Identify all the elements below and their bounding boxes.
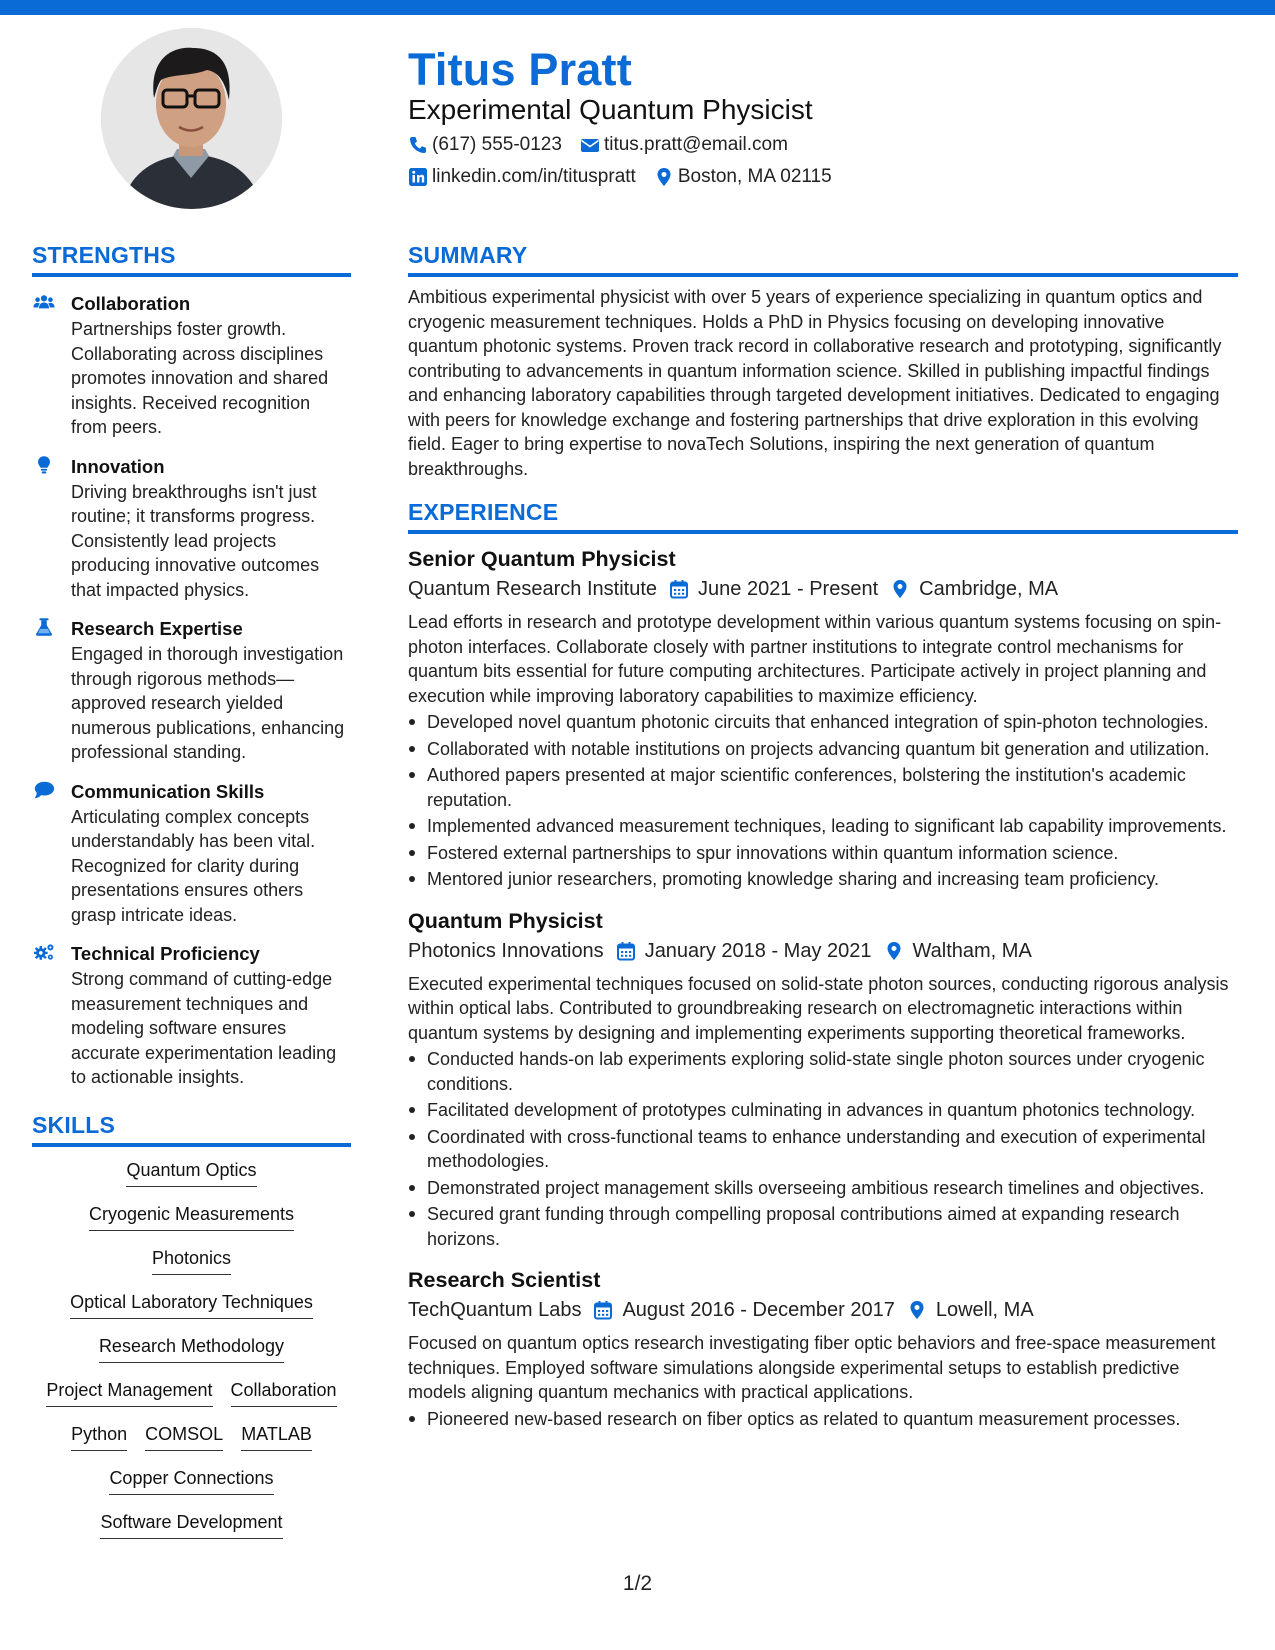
skill-tag: Software Development — [100, 1509, 282, 1539]
strength-item — [32, 454, 351, 603]
skill-tag: Photonics — [152, 1245, 231, 1275]
job-title: Senior Quantum Physicist — [408, 547, 676, 571]
calendar-icon — [593, 1300, 613, 1320]
top-accent-bar — [0, 0, 1275, 15]
bullet-item: Collaborated with notable institutions on projects advancing quantum bit generation and utilization. — [408, 737, 1238, 762]
job-entry — [408, 1265, 1238, 1431]
job-entry — [408, 906, 1238, 1252]
job-description: Focused on quantum optics research investigating fiber optic behaviors and free-space measurement techniques. Employed software simulations alongside experimental setups to establish predictive models aligning quantum mechanics with practical applications. — [408, 1333, 1216, 1402]
skill-tag: Research Methodology — [99, 1333, 284, 1363]
skill-tag: Quantum Optics — [126, 1157, 256, 1187]
job-meta — [408, 936, 1238, 966]
skill-tag: MATLAB — [241, 1421, 312, 1451]
job-description: Executed experimental techniques focused on solid-state photon sources, conducting rigorous analysis within optical labs. Contributed to groundbreaking research on electromagnetic interactions within quantum systems by designing and implementing experiments supporting theoretical frameworks. — [408, 973, 1229, 1043]
map-pin-icon — [884, 941, 904, 961]
strength-desc: Articulating complex concepts understandably has been vital. Recognized for clarity during presentations ensures others grasp intricate ideas. — [71, 806, 316, 925]
job-meta — [408, 574, 1238, 604]
map-pin-icon — [654, 167, 674, 187]
skill-tag: Python — [71, 1421, 127, 1451]
bullet-item: Conducted hands-on lab experiments exploring solid-state single photon sources under cryogenic conditions. — [408, 1047, 1238, 1096]
strength-item — [32, 616, 351, 765]
job-location: Waltham, MA — [912, 939, 1032, 962]
linkedin-item — [408, 166, 636, 188]
phone-item — [408, 134, 562, 156]
skills-heading: SKILLS — [32, 1112, 351, 1147]
strength-item — [32, 291, 351, 440]
job-dates: August 2016 - December 2017 — [622, 1299, 895, 1321]
calendar-icon — [616, 941, 636, 961]
skill-tag: Copper Connections — [109, 1465, 273, 1495]
skill-row — [32, 1201, 351, 1231]
skill-row — [32, 1245, 351, 1275]
job-dates: January 2018 - May 2021 — [644, 939, 872, 962]
strength-item — [32, 779, 351, 928]
strengths-heading: STRENGTHS — [32, 242, 351, 277]
job-dates: June 2021 - Present — [698, 578, 879, 600]
map-pin-icon — [890, 579, 910, 599]
linkedin-text: linkedin.com/in/tituspratt — [432, 166, 636, 187]
skill-tag: Project Management — [46, 1377, 212, 1407]
bullet-item: Facilitated development of prototypes culminating in advances in quantum photonics technology. — [408, 1098, 1238, 1123]
bullet-item: Implemented advanced measurement techniques, leading to significant lab capability improvements. — [408, 814, 1238, 839]
bullet-item: Demonstrated project management skills overseeing ambitious research timelines and objectives. — [408, 1176, 1238, 1201]
skill-row — [32, 1421, 351, 1451]
skill-row — [32, 1509, 351, 1539]
job-location: Cambridge, MA — [919, 578, 1059, 600]
flask-icon — [32, 616, 56, 638]
job-title: Quantum Physicist — [408, 908, 603, 933]
job-description: Lead efforts in research and prototype development within various quantum systems focusing on spin-photon interfaces. Collaborate closely with partner institutions to integrate control mechanisms for quantum bits essential for future computing architectures. Participate actively in project planning and execution while improving laboratory capabilities to maximize efficiency. — [408, 612, 1222, 706]
skill-row — [32, 1465, 351, 1495]
skill-tag: Optical Laboratory Techniques — [70, 1289, 313, 1319]
calendar-icon — [669, 579, 689, 599]
bullet-item: Pioneered new-based research on fiber optics as related to quantum measurement processes. — [408, 1407, 1238, 1432]
job-company: Photonics Innovations — [408, 939, 604, 962]
bullet-item: Secured grant funding through compelling proposal contributions aimed at expanding research horizons. — [408, 1202, 1238, 1251]
location-item — [654, 166, 832, 188]
strength-title: Collaboration — [71, 293, 191, 314]
bullet-item: Coordinated with cross-functional teams to enhance understanding and execution of experimental methodologies. — [408, 1125, 1238, 1174]
left-column — [32, 242, 351, 1553]
summary-heading: SUMMARY — [408, 242, 1238, 277]
job-location: Lowell, MA — [935, 1299, 1034, 1321]
email-item — [580, 134, 788, 156]
job-bullets — [408, 710, 1238, 892]
job-title: Research Scientist — [408, 1268, 601, 1292]
job-meta — [408, 1295, 1238, 1325]
job-entry — [408, 544, 1238, 892]
linkedin-icon — [408, 167, 428, 187]
contact-row-1 — [408, 134, 806, 156]
avatar — [101, 28, 282, 209]
strength-desc: Strong command of cutting-edge measurement techniques and modeling software ensures accurate experimentation leading to actionable insights. — [71, 969, 337, 1087]
cogs-icon — [32, 941, 56, 963]
strength-title: Research Expertise — [71, 618, 243, 639]
skill-row — [32, 1377, 351, 1407]
bullet-item: Mentored junior researchers, promoting knowledge sharing and increasing team proficiency. — [408, 867, 1238, 892]
location-text: Boston, MA 02115 — [677, 166, 832, 187]
strength-title: Technical Proficiency — [71, 943, 260, 964]
strength-item — [32, 941, 351, 1090]
skill-tag: COMSOL — [145, 1421, 223, 1451]
phone-icon — [408, 135, 428, 155]
job-company: TechQuantum Labs — [408, 1299, 582, 1321]
job-bullets — [408, 1047, 1238, 1251]
candidate-role: Experimental Quantum Physicist — [408, 94, 813, 125]
skill-row — [32, 1289, 351, 1319]
map-pin-icon — [907, 1300, 927, 1320]
right-column — [408, 242, 1238, 1433]
skills-list — [32, 1157, 351, 1539]
strength-title: Innovation — [71, 455, 165, 477]
job-company: Quantum Research Institute — [408, 578, 658, 600]
candidate-name: Titus Pratt — [408, 44, 632, 95]
bullet-item: Fostered external partnerships to spur innovations within quantum information science. — [408, 841, 1238, 866]
strength-desc: Engaged in thorough investigation through rigorous methods—approved research yielded numerous publications, enhancing professional standing. — [71, 644, 345, 762]
bullet-item: Developed novel quantum photonic circuits that enhanced integration of spin-photon technologies. — [408, 710, 1238, 735]
lightbulb-icon — [32, 454, 56, 476]
strength-desc: Driving breakthroughs isn't just routine; it transforms progress. Consistently lead projects producing innovative outcomes that impacted physics. — [71, 481, 320, 600]
summary-text: Ambitious experimental physicist with over 5 years of experience specializing in quantum optics and cryogenic measurement techniques. Holds a PhD in Physics focusing on developing innovative quantum photonic systems. Proven track record in collaborative research and prototyping, significantly contributing to advancements in quantum information science. Skilled in publishing impactful findings and enhancing laboratory capabilities through targeted development initiatives. Dedicated to engaging with peers for knowledge exchange and fostering partnerships that drive exploration in this evolving field. Eager to bring expertise to novaTech Solutions, inspiring the next generation of quantum breakthroughs. — [408, 287, 1222, 479]
bullet-item: Authored papers presented at major scientific conferences, bolstering the institution's academic reputation. — [408, 763, 1238, 812]
page-number: 1/2 — [622, 1572, 653, 1595]
skill-row — [32, 1333, 351, 1363]
envelope-icon — [580, 135, 600, 155]
skill-row — [32, 1157, 351, 1187]
skills-section — [32, 1112, 351, 1539]
phone-text: (617) 555-0123 — [432, 134, 562, 155]
skill-tag: Collaboration — [231, 1377, 337, 1407]
users-icon — [32, 291, 56, 313]
experience-heading: EXPERIENCE — [408, 499, 1238, 534]
contact-row-2 — [408, 166, 850, 188]
skill-tag: Cryogenic Measurements — [89, 1201, 294, 1231]
comment-icon — [32, 779, 56, 801]
email-text: titus.pratt@email.com — [603, 134, 788, 155]
job-bullets — [408, 1407, 1238, 1432]
strength-title: Communication Skills — [71, 780, 265, 802]
strength-desc: Partnerships foster growth. Collaborating across disciplines promotes innovation and shared insights. Received recognition from peers. — [71, 319, 329, 437]
profile-photo — [101, 28, 282, 209]
